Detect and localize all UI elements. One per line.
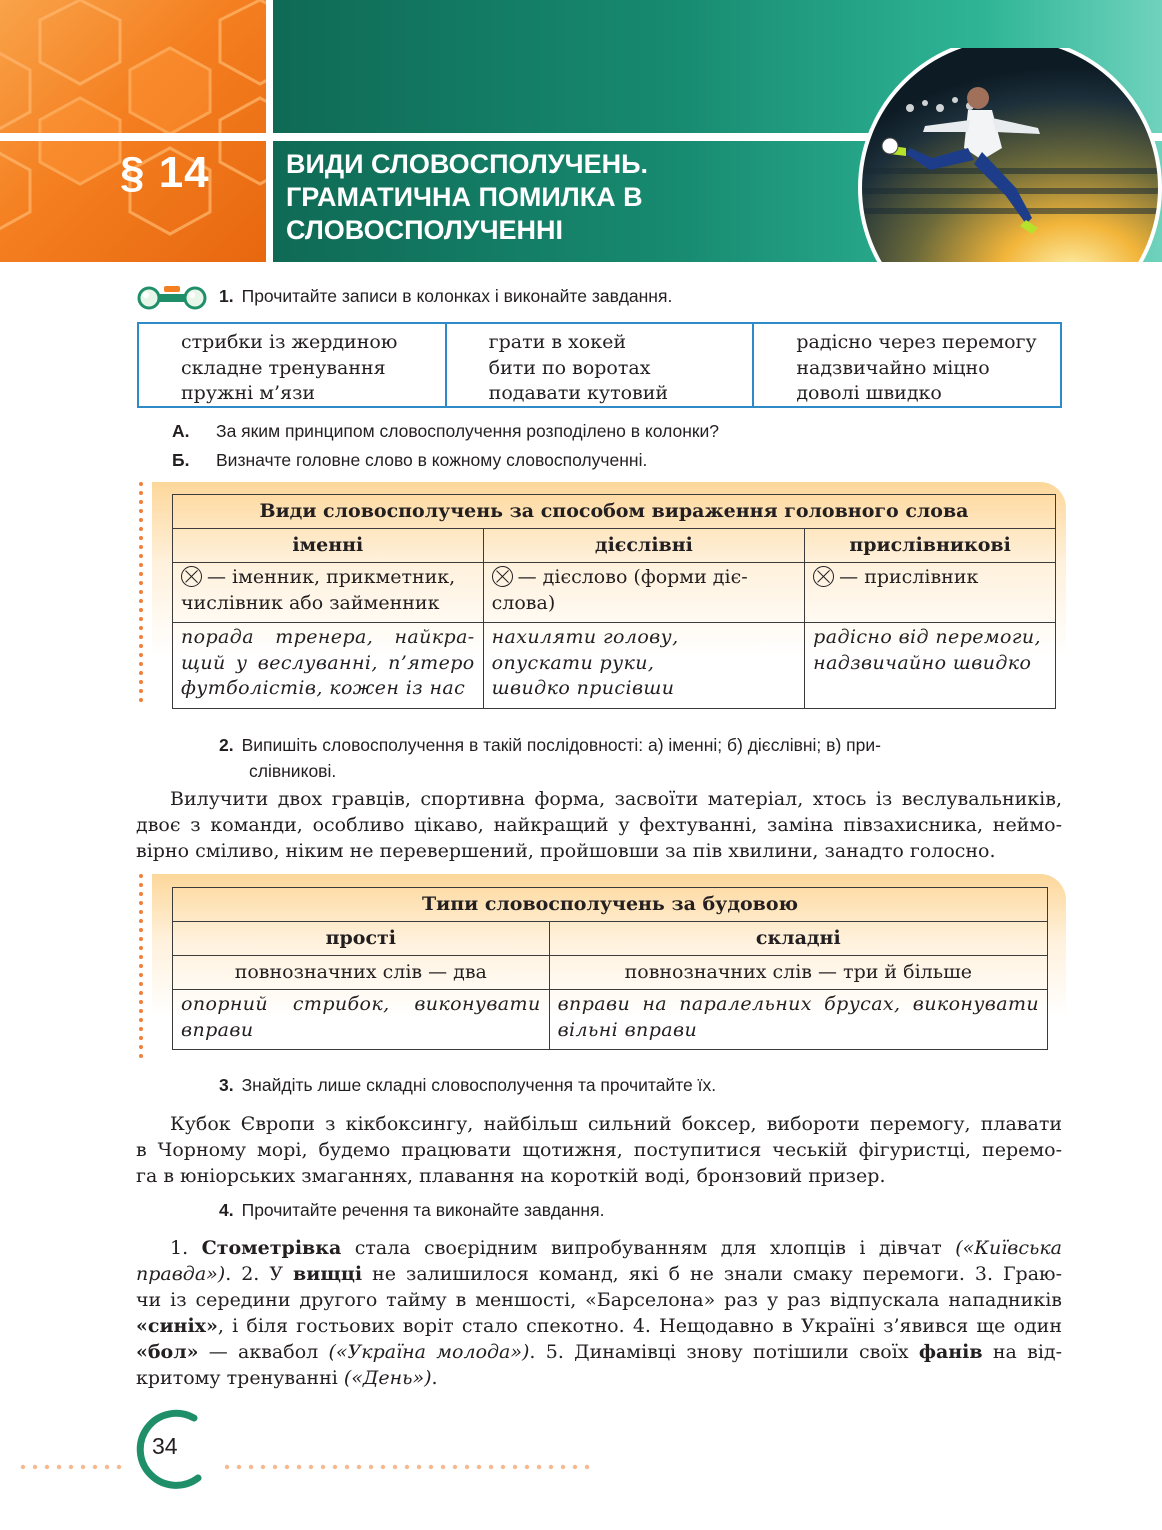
text-line: правда»). 2. У вищці не залишилося команд, які б не знали смаку перемоги. 3. Граю-: [136, 1263, 1062, 1285]
column-header: дієслівні: [483, 529, 805, 563]
text-line: га в юніорських змаганнях, плавання на короткій воді, бронзовий призер.: [136, 1165, 886, 1187]
text-line: критому тренуванні («День»).: [136, 1367, 438, 1389]
list-item: надзвичайно міцно: [796, 356, 990, 379]
title-line: ГРАМАТИЧНА ПОМИЛКА В: [286, 182, 643, 212]
question-letter: Б.: [172, 450, 190, 470]
title-line: ВИДИ СЛОВОСПОЛУЧЕНЬ.: [286, 149, 649, 179]
word-column: [139, 324, 447, 406]
exercise-text: [136, 1111, 1062, 1189]
table-cell: [173, 563, 484, 623]
task-text: Прочитайте записи в колонках і виконайте завдання.: [241, 286, 673, 306]
column-header: іменні: [173, 529, 484, 563]
word-column: [754, 324, 1060, 406]
header-vertical-divider: [266, 0, 273, 262]
task-1: [219, 286, 672, 307]
text-line: Вилучити двох гравців, спортивна форма, засвоїти матеріал, хтось із веслувальників,: [170, 788, 1062, 810]
question-text: Визначте головне слово в кожному словосполученні.: [216, 450, 648, 470]
question-b: [172, 450, 647, 471]
table-title: Типи словосполучень за будовою: [173, 888, 1048, 922]
text-line: 1. Стометрівка стала своєрідним випробуванням для хлопців і дівчат («Київська: [170, 1237, 1062, 1259]
list-item: пружні м’язи: [181, 382, 316, 404]
exercise-text: [136, 786, 1062, 864]
cell-line: вправи на паралельних брусах, виконувати: [557, 993, 1039, 1015]
cell-line: слова): [491, 591, 556, 614]
football-player-photo: [720, 48, 1162, 262]
table-cell: [173, 623, 484, 709]
cell-line: радісно від перемоги,: [813, 626, 1041, 648]
main-word-symbol-icon: [181, 566, 202, 587]
task-number: 1.: [219, 286, 234, 306]
table-cell: [173, 990, 550, 1050]
cell-line: числівник або займенник: [181, 591, 440, 614]
list-item: стрибки із жердиною: [181, 331, 398, 353]
header-orange-panel: [0, 0, 266, 262]
table-cell: повнозначних слів — два: [173, 956, 550, 990]
footer-dots: [20, 1464, 590, 1470]
title-line: СЛОВОСПОЛУЧЕННІ: [286, 215, 564, 245]
sentences-text: [136, 1235, 1062, 1391]
word-column: [447, 324, 755, 406]
question-letter: А.: [172, 421, 190, 441]
column-header: прості: [173, 922, 550, 956]
text-line: «синіх», і біля гостьових воріт стало спекотно. 4. Нещодавно в Україні з’явився ще один: [136, 1315, 1062, 1337]
text-line: в Чорному морі, будемо працювати щотижня, поступитися чеській фігуристці, перемо-: [136, 1139, 1062, 1161]
table-cell: [549, 990, 1047, 1050]
cell-line: футболістів, кожен із нас: [181, 677, 466, 699]
column-header: складні: [549, 922, 1047, 956]
task-number: 2.: [219, 735, 234, 755]
task-text: слівникові.: [249, 761, 337, 781]
list-item: подавати кутовий: [488, 382, 669, 404]
word-combination-types-table: [172, 494, 1056, 709]
task-text: Прочитайте речення та виконайте завдання.: [241, 1200, 605, 1220]
binoculars-icon: [136, 284, 208, 310]
text-line: Кубок Європи з кікбоксингу, найбільш сильний боксер, вибороти перемогу, плавати: [170, 1113, 1062, 1135]
task-text: Випишіть словосполучення в такій послідовності: а) іменні; б) дієслівні; в) при-: [241, 735, 881, 755]
text-line: вірно сміливо, ніким не перевершений, пройшовши за пів хвилини, занадто голосно.: [136, 840, 996, 862]
hexagon-pattern-icon: [0, 0, 266, 262]
text-line: чи із середини другого тайму в меншості, «Барселона» раз у раз відпускала нападників: [136, 1289, 1062, 1311]
table-title: Види словосполучень за способом вираження головного слова: [173, 495, 1056, 529]
column-header: прислівникові: [805, 529, 1056, 563]
table-cell: [805, 563, 1056, 623]
cell-line: щий у веслуванні, п’ятеро: [181, 651, 475, 674]
table-cell: [483, 563, 805, 623]
question-a: [172, 421, 719, 442]
main-word-symbol-icon: [813, 566, 834, 587]
list-item: доволі швидко: [796, 382, 942, 404]
task-text: Знайдіть лише складні словосполучення та прочитайте їх.: [241, 1075, 717, 1095]
cell-line: опускати руки,: [491, 651, 655, 674]
dotted-margin: [139, 482, 143, 707]
main-word-symbol-icon: [492, 566, 513, 587]
cell-line: надзвичайно швидко: [813, 651, 1032, 674]
cell-line: вправи: [181, 1018, 254, 1041]
list-item: бити по воротах: [488, 356, 651, 379]
cell-line: опорний стрибок, виконувати: [181, 993, 541, 1015]
page-title: [286, 148, 746, 247]
question-text: За яким принципом словосполучення розподілено в колонки?: [216, 421, 720, 441]
cell-line: — іменник, прикметник,: [207, 566, 456, 588]
list-item: радісно через перемогу: [796, 331, 1037, 353]
cell-line: швидко присівши: [491, 677, 675, 699]
table-cell: [483, 623, 805, 709]
cell-line: вільні вправи: [557, 1018, 698, 1041]
structure-types-table: [172, 887, 1048, 1050]
task-3: [219, 1075, 716, 1096]
cell-line: нахиляти голову,: [491, 626, 679, 648]
chapter-header: [0, 0, 1162, 262]
task-2: [219, 732, 1009, 784]
list-item: складне тренування: [181, 356, 386, 379]
task-number: 3.: [219, 1075, 234, 1095]
text-line: двоє з команди, особливо цікаво, найкращий у фехтуванні, заміна півзахисника, неймо-: [136, 814, 1062, 836]
table-cell: повнозначних слів — три й більше: [549, 956, 1047, 990]
cell-line: — дієслово (форми діє-: [517, 566, 748, 588]
page-number: 34: [152, 1433, 178, 1459]
text-line: «бол» — аквабол («Україна молода»). 5. Динамівці знову потішили своїх фанів на від-: [136, 1341, 1063, 1363]
word-columns-box: [137, 322, 1062, 408]
task-4: [219, 1200, 604, 1221]
task-number: 4.: [219, 1200, 234, 1220]
dotted-margin: [139, 874, 143, 1063]
table-cell: [805, 623, 1056, 709]
list-item: грати в хокей: [488, 331, 627, 353]
paragraph-number: § 14: [120, 148, 210, 197]
cell-line: порада тренера, найкра-: [181, 626, 475, 648]
cell-line: — прислівник: [839, 566, 979, 588]
